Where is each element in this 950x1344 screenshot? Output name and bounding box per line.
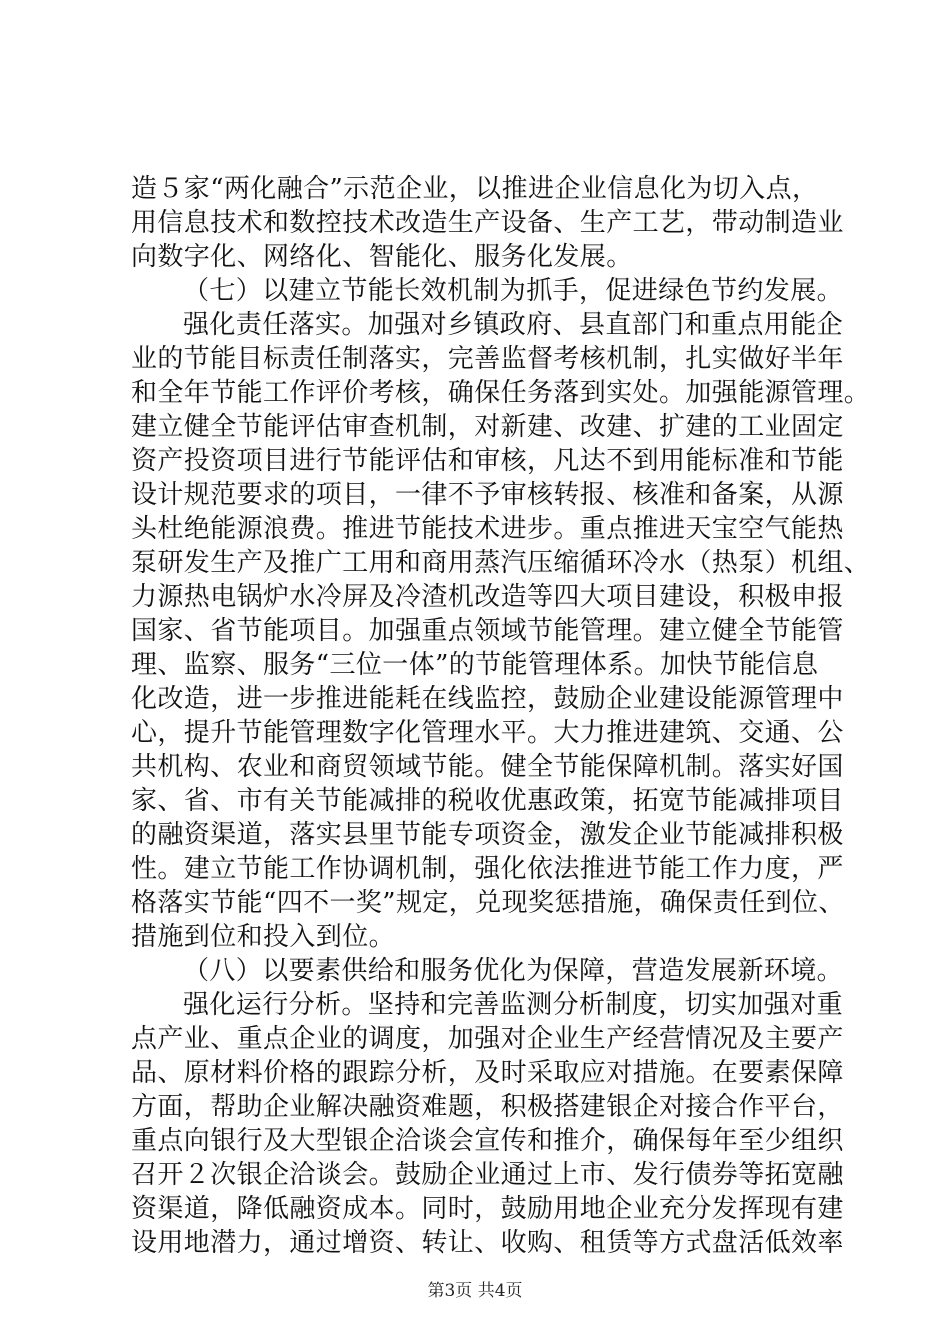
body-text-line: 措施到位和投入到位。: [131, 922, 396, 952]
body-text-line: 力源热电锅炉水冷屏及冷渣机改造等四大项目建设，积极申报: [131, 582, 844, 612]
body-text-line: 资渠道，降低融资成本。同时，鼓励用地企业充分发挥现有建: [131, 1194, 844, 1224]
body-text-line: 格落实节能“四不一奖”规定，兑现奖惩措施，确保责任到位、: [131, 888, 845, 918]
body-text-line: 重点向银行及大型银企洽谈会宣传和推介，确保每年至少组织: [131, 1126, 844, 1156]
body-text-line: 召开２次银企洽谈会。鼓励企业通过上市、发行债券等拓宽融: [131, 1160, 844, 1190]
body-text-line: 共机构、农业和商贸领域节能。健全节能保障机制。落实好国: [131, 752, 844, 782]
body-text-line: 向数字化、网络化、智能化、服务化发展。: [131, 242, 633, 272]
body-text-line: 强化运行分析。坚持和完善监测分析制度，切实加强对重: [183, 990, 844, 1020]
body-text-line: 业的节能目标责任制落实，完善监督考核机制，扎实做好半年: [131, 344, 844, 374]
body-text-line: 用信息技术和数控技术改造生产设备、生产工艺，带动制造业: [131, 208, 844, 238]
body-text-line: 泵研发生产及推广工用和商用蒸汽压缩循环冷水（热泵）机组、: [131, 548, 871, 578]
body-text-line: 资产投资项目进行节能评估和审核，凡达不到用能标准和节能: [131, 446, 844, 476]
body-text-line: 建立健全节能评估审查机制，对新建、改建、扩建的工业固定: [131, 412, 844, 442]
section-heading: （八）以要素供给和服务优化为保障，营造发展新环境。: [183, 956, 844, 986]
body-text-line: 性。建立节能工作协调机制，强化依法推进节能工作力度，严: [131, 854, 844, 884]
body-text-line: 设用地潜力，通过增资、转让、收购、租赁等方式盘活低效率: [131, 1228, 844, 1258]
body-text-line: 化改造，进一步推进能耗在线监控，鼓励企业建设能源管理中: [131, 684, 844, 714]
body-text-line: 理、监察、服务“三位一体”的节能管理体系。加快节能信息: [131, 650, 819, 680]
body-text-line: 心，提升节能管理数字化管理水平。大力推进建筑、交通、公: [131, 718, 844, 748]
body-text-line: 品、原材料价格的跟踪分析，及时采取应对措施。在要素保障: [131, 1058, 844, 1088]
body-text-line: 国家、省节能项目。加强重点领域节能管理。建立健全节能管: [131, 616, 844, 646]
body-text-line: 家、省、市有关节能减排的税收优惠政策，拓宽节能减排项目: [131, 786, 844, 816]
body-text-line: 和全年节能工作评价考核，确保任务落到实处。加强能源管理。: [131, 378, 871, 408]
body-text-line: 方面，帮助企业解决融资难题，积极搭建银企对接合作平台，: [131, 1092, 844, 1122]
body-text-line: 强化责任落实。加强对乡镇政府、县直部门和重点用能企: [183, 310, 844, 340]
section-heading: （七）以建立节能长效机制为抓手，促进绿色节约发展。: [183, 276, 844, 306]
body-text-line: 的融资渠道，落实县里节能专项资金，激发企业节能减排积极: [131, 820, 844, 850]
body-text-line: 造５家“两化融合”示范企业，以推进企业信息化为切入点，: [131, 174, 819, 204]
body-text-line: 设计规范要求的项目，一律不予审核转报、核准和备案，从源: [131, 480, 844, 510]
page-number-footer: 第3页 共4页: [427, 1281, 523, 1301]
body-text-line: 点产业、重点企业的调度，加强对企业生产经营情况及主要产: [131, 1024, 844, 1054]
body-text-line: 头杜绝能源浪费。推进节能技术进步。重点推进天宝空气能热: [131, 514, 844, 544]
